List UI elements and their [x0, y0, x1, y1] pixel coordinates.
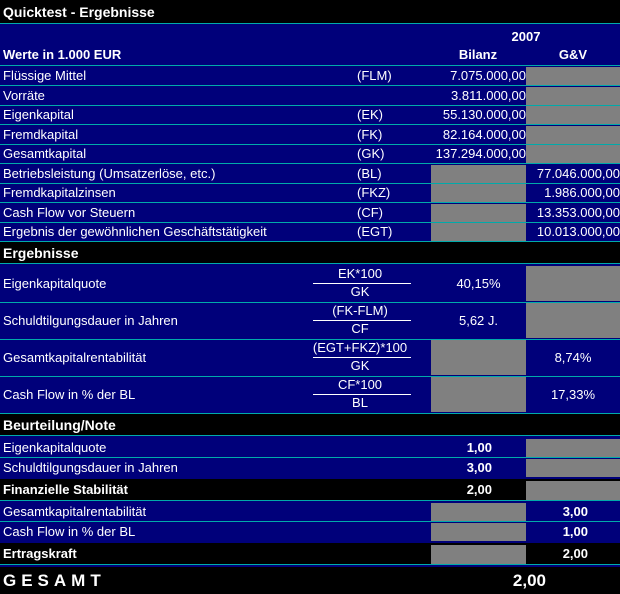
input-label: Fremdkapital	[3, 126, 79, 142]
gray-cell	[526, 126, 620, 144]
input-abbr: (CF)	[357, 204, 383, 220]
input-bilanz-value: 55.130.000,00	[442, 107, 526, 122]
input-guv-value: 77.046.000,00	[536, 165, 620, 181]
input-bilanz-value: 137.294.000,00	[435, 146, 526, 161]
note-value-fin: 2,00	[466, 482, 492, 497]
formula-denominator: CF	[351, 321, 369, 336]
col-guv: G&V	[558, 47, 588, 62]
formula-numerator: (FK-FLM)	[332, 303, 388, 318]
input-guv-value: 10.013.000,00	[536, 224, 620, 239]
gray-cell	[526, 87, 620, 105]
gray-cell	[431, 503, 526, 521]
note-label-fin: Finanzielle Stabilität	[3, 482, 128, 497]
input-bilanz-value: 3.811.000,00	[451, 87, 526, 103]
note-value-ekq: 1,00	[466, 440, 492, 455]
input-guv-value: 13.353.000,00	[536, 204, 620, 220]
gray-cell	[431, 545, 526, 564]
gray-cell	[526, 481, 620, 500]
ergebnisse-title: Ergebnisse	[3, 245, 79, 261]
input-label: Eigenkapital	[3, 107, 74, 122]
formula-numerator: CF*100	[337, 377, 383, 392]
input-label: Gesamtkapital	[3, 146, 87, 161]
ergebnis-label: Eigenkapitalquote	[3, 276, 107, 291]
formula-numerator: (EGT+FKZ)*100	[312, 340, 408, 355]
gesamt-label: GESAMT	[3, 571, 106, 590]
title-bar	[0, 0, 620, 24]
sheet-title: Quicktest - Ergebnisse	[3, 4, 155, 20]
gray-cell	[526, 266, 620, 301]
ergebnis-bilanz-value: 40,15%	[456, 276, 501, 291]
col-bilanz: Bilanz	[458, 47, 498, 62]
input-abbr: (BL)	[357, 165, 382, 181]
input-abbr: (GK)	[357, 146, 385, 161]
note-label-gkr: Gesamtkapitalrentabilität	[3, 504, 147, 519]
year-label: 2007	[511, 29, 541, 44]
beurteilung-header	[0, 414, 620, 436]
ergebnis-label: Cash Flow in % der BL	[3, 387, 136, 402]
gray-cell	[431, 377, 526, 412]
gray-cell	[526, 439, 620, 457]
input-guv-value: 1.986.000,00	[544, 185, 620, 200]
note-value-ek: 2,00	[562, 546, 588, 561]
input-abbr: (EK)	[357, 107, 383, 122]
input-label: Flüssige Mittel	[3, 68, 87, 83]
gray-cell	[431, 340, 526, 375]
ergebnis-guv-value: 8,74%	[554, 350, 592, 365]
gray-cell	[526, 145, 620, 163]
gray-cell	[431, 523, 526, 541]
note-label-ek: Ertragskraft	[3, 546, 77, 561]
formula-denominator: BL	[352, 395, 368, 410]
ergebnis-guv-value: 17,33%	[550, 387, 596, 402]
formula-denominator: GK	[350, 284, 370, 299]
formula-numerator: EK*100	[337, 266, 383, 281]
input-abbr: (FK)	[357, 126, 383, 142]
ergebnis-label: Gesamtkapitalrentabilität	[3, 350, 147, 365]
note-value-sdt: 3,00	[466, 460, 492, 475]
input-abbr: (FLM)	[357, 68, 392, 83]
ergebnisse-header	[0, 242, 620, 264]
ergebnis-label: Schuldtilgungsdauer in Jahren	[3, 313, 178, 328]
note-label-sdt: Schuldtilgungsdauer in Jahren	[3, 460, 178, 475]
input-abbr: (EGT)	[357, 224, 393, 239]
input-label: Betriebsleistung (Umsatzerlöse, etc.)	[3, 165, 216, 181]
input-label: Ergebnis der gewöhnlichen Geschäftstätigkeit	[3, 224, 267, 239]
gray-cell	[526, 459, 620, 477]
input-abbr: (FKZ)	[357, 185, 391, 200]
gray-cell	[526, 67, 620, 85]
input-label: Fremdkapitalzinsen	[3, 185, 116, 200]
gray-cell	[526, 303, 620, 338]
input-label: Cash Flow vor Steuern	[3, 204, 136, 220]
ergebnis-bilanz-value: 5,62 J.	[458, 313, 499, 328]
formula-denominator: GK	[350, 358, 370, 373]
input-bilanz-value: 82.164.000,00	[442, 126, 526, 142]
note-label-cf: Cash Flow in % der BL	[3, 524, 136, 539]
beurteilung-title: Beurteilung/Note	[3, 417, 116, 433]
note-value-cf: 1,00	[562, 524, 588, 539]
gray-cell	[526, 106, 620, 124]
note-value-gkr: 3,00	[562, 504, 588, 519]
input-bilanz-value: 7.075.000,00	[450, 68, 526, 83]
unit-label: Werte in 1.000 EUR	[3, 47, 122, 62]
input-label: Vorräte	[3, 87, 45, 103]
gesamt-value: 2,00	[512, 571, 546, 590]
note-label-ekq: Eigenkapitalquote	[3, 440, 107, 455]
